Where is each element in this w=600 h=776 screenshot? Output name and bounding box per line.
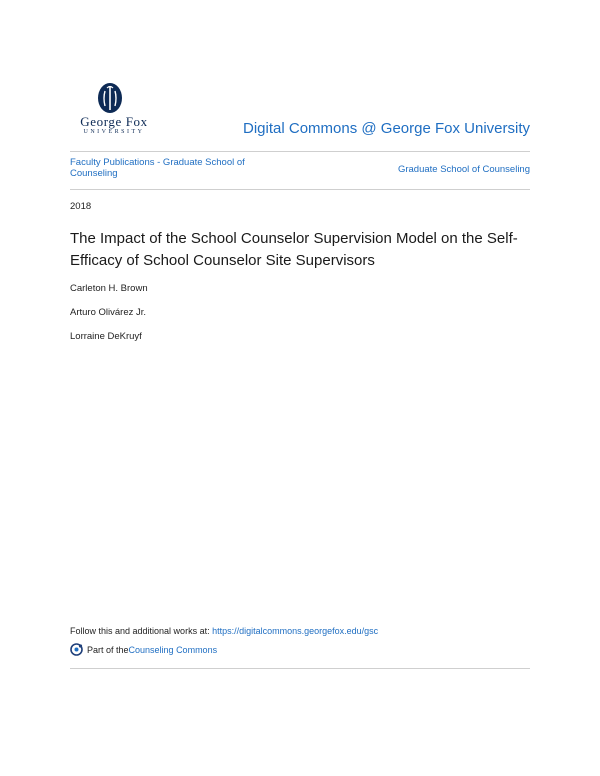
follow-line bbox=[70, 626, 378, 636]
george-fox-logo[interactable] bbox=[66, 82, 162, 140]
seal-logo-icon bbox=[96, 82, 124, 114]
counseling-commons-link[interactable]: Counseling Commons bbox=[128, 644, 218, 655]
document-title: The Impact of the School Counselor Supervision Model on the Self-Efficacy of School Counselor Site Supervisors bbox=[70, 230, 518, 269]
publication-year: 2018 bbox=[70, 201, 92, 212]
breadcrumb-divider bbox=[70, 189, 530, 190]
author-name: Carleton H. Brown bbox=[70, 283, 148, 294]
footer-divider bbox=[70, 668, 530, 669]
school-link[interactable]: Graduate School of Counseling bbox=[397, 164, 530, 175]
follow-link[interactable]: https://digitalcommons.georgefox.edu/gsc bbox=[212, 626, 379, 636]
part-of-line bbox=[70, 643, 217, 656]
author-name: Lorraine DeKruyf bbox=[70, 331, 142, 342]
part-of-text: Part of the bbox=[87, 644, 129, 655]
author-name: Arturo Olivárez Jr. bbox=[70, 307, 147, 318]
site-title-link[interactable]: Digital Commons @ George Fox University bbox=[243, 120, 530, 137]
follow-text: Follow this and additional works at: bbox=[70, 626, 213, 636]
logo-subtitle: UNIVERSITY bbox=[83, 129, 145, 135]
logo-name: George Fox bbox=[80, 114, 148, 129]
header-divider bbox=[70, 151, 530, 152]
collection-link[interactable]: Faculty Publications - Graduate School of Counseling bbox=[70, 157, 245, 179]
network-icon bbox=[70, 643, 83, 656]
